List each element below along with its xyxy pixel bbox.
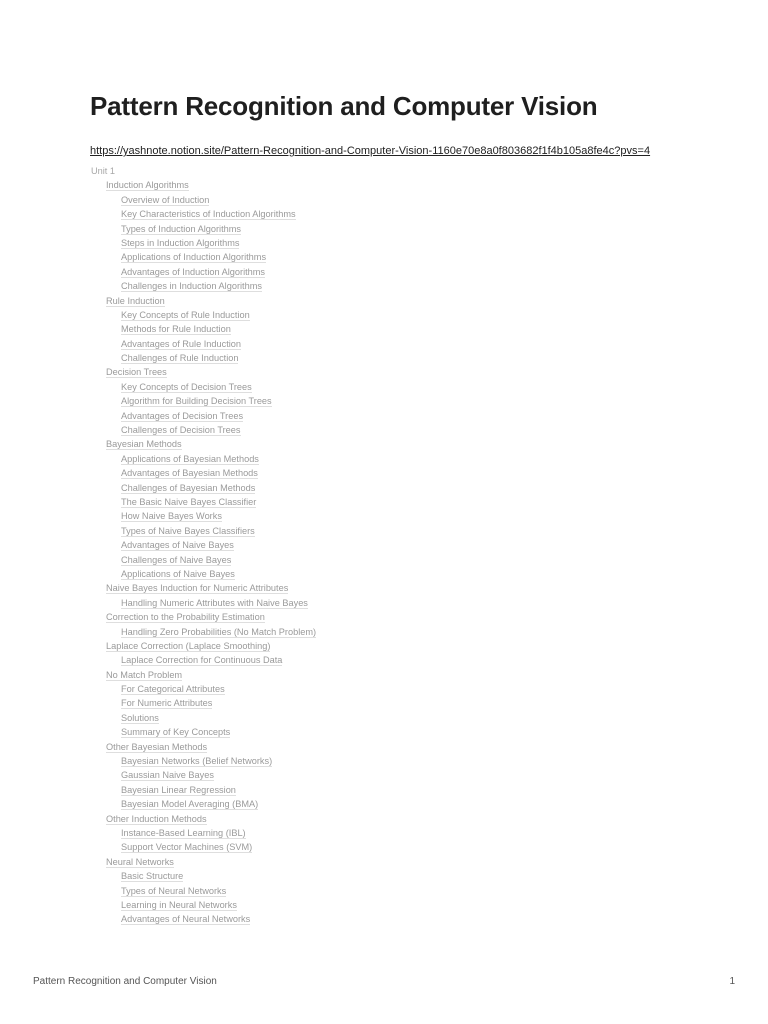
- toc-entry[interactable]: [91, 409, 691, 423]
- toc-entry[interactable]: [91, 365, 691, 379]
- toc-entry-label: Types of Neural Networks: [121, 885, 227, 896]
- toc-entry[interactable]: [91, 178, 691, 192]
- toc-entry[interactable]: [91, 553, 691, 567]
- toc-entry[interactable]: [91, 625, 691, 639]
- toc-entry-label: Advantages of Induction Algorithms: [121, 266, 266, 277]
- toc-entry-label: Advantages of Bayesian Methods: [121, 468, 258, 479]
- toc-entry-label: Bayesian Methods: [106, 439, 182, 450]
- toc-entry[interactable]: [91, 711, 691, 725]
- toc-entry[interactable]: [91, 481, 691, 495]
- toc-entry-label: Other Bayesian Methods: [106, 741, 208, 752]
- toc-entry[interactable]: [91, 869, 691, 883]
- toc-entry[interactable]: [91, 596, 691, 610]
- toc-entry-label: Methods for Rule Induction: [121, 324, 231, 335]
- toc-entry-label: Naive Bayes Induction for Numeric Attributes: [106, 583, 289, 594]
- toc-entry[interactable]: [91, 294, 691, 308]
- toc-entry-label: Advantages of Decision Trees: [121, 410, 244, 421]
- toc-entry-label: Instance-Based Learning (IBL): [121, 827, 246, 838]
- toc-entry[interactable]: [91, 322, 691, 336]
- toc-entry[interactable]: [91, 222, 691, 236]
- toc-entry-label: Challenges of Rule Induction: [121, 353, 239, 364]
- toc-entry-label: Learning in Neural Networks: [121, 899, 237, 910]
- toc-entry[interactable]: [91, 668, 691, 682]
- toc-entry-label: Advantages of Neural Networks: [121, 914, 251, 925]
- toc-entry-label: Types of Induction Algorithms: [121, 223, 242, 234]
- toc-entry-label: Algorithm for Building Decision Trees: [121, 396, 272, 407]
- toc-entry-label: Laplace Correction for Continuous Data: [121, 655, 283, 666]
- toc-entry-label: Challenges of Bayesian Methods: [121, 482, 256, 493]
- toc-entry[interactable]: [91, 840, 691, 854]
- toc-entry-label: Summary of Key Concepts: [121, 727, 231, 738]
- toc-entry-label: Applications of Naive Bayes: [121, 568, 235, 579]
- source-link[interactable]: https://yashnote.notion.site/Pattern-Recognition-and-Computer-Vision-1160e70e8a0f803682f1f4b105a8fe4c?pvs=4: [90, 145, 651, 157]
- toc-entry[interactable]: [91, 207, 691, 221]
- toc-entry-label: Advantages of Naive Bayes: [121, 540, 234, 551]
- toc-entry[interactable]: [91, 581, 691, 595]
- toc-entry[interactable]: [91, 423, 691, 437]
- toc-entry[interactable]: [91, 610, 691, 624]
- toc-entry-label: For Categorical Attributes: [121, 684, 225, 695]
- toc-entry-label: Bayesian Networks (Belief Networks): [121, 756, 273, 767]
- toc-entry[interactable]: [91, 193, 691, 207]
- page-number: 1: [729, 976, 735, 987]
- toc-entry-label: Laplace Correction (Laplace Smoothing): [106, 640, 271, 651]
- toc-entry-label: Solutions: [121, 712, 159, 723]
- toc-entry-label: How Naive Bayes Works: [121, 511, 222, 522]
- toc-entry[interactable]: [91, 308, 691, 322]
- toc-entry[interactable]: [91, 912, 691, 926]
- toc-entry[interactable]: [91, 394, 691, 408]
- page-title: Pattern Recognition and Computer Vision: [90, 91, 598, 121]
- toc-entry[interactable]: [91, 696, 691, 710]
- toc-entry-label: Applications of Bayesian Methods: [121, 453, 259, 464]
- toc-entry[interactable]: [91, 452, 691, 466]
- table-of-contents: [91, 164, 691, 927]
- toc-entry-label: For Numeric Attributes: [121, 698, 213, 709]
- toc-entry-label: Overview of Induction: [121, 194, 210, 205]
- toc-entry[interactable]: [91, 567, 691, 581]
- toc-entry-label: Key Characteristics of Induction Algorithms: [121, 209, 296, 220]
- toc-entry-label: Challenges in Induction Algorithms: [121, 281, 262, 292]
- toc-entry-label: Key Concepts of Decision Trees: [121, 381, 252, 392]
- toc-entry[interactable]: [91, 351, 691, 365]
- toc-entry[interactable]: [91, 855, 691, 869]
- toc-entry[interactable]: [91, 265, 691, 279]
- toc-entry[interactable]: [91, 725, 691, 739]
- toc-entry-label: Types of Naive Bayes Classifiers: [121, 525, 255, 536]
- footer-title: Pattern Recognition and Computer Vision: [33, 976, 217, 987]
- toc-entry[interactable]: [91, 337, 691, 351]
- toc-entry-label: The Basic Naive Bayes Classifier: [121, 496, 257, 507]
- toc-entry[interactable]: [91, 797, 691, 811]
- toc-entry[interactable]: [91, 495, 691, 509]
- toc-entry-label: Gaussian Naive Bayes: [121, 770, 214, 781]
- toc-entry[interactable]: [91, 754, 691, 768]
- toc-entry[interactable]: [91, 380, 691, 394]
- toc-entry-label: Basic Structure: [121, 871, 184, 882]
- toc-entry-label: Handling Numeric Attributes with Naive Bayes: [121, 597, 308, 608]
- toc-section-heading: [91, 164, 691, 178]
- toc-entry-label: Induction Algorithms: [106, 180, 189, 191]
- toc-entry-label: Advantages of Rule Induction: [121, 338, 242, 349]
- toc-entry-label: Handling Zero Probabilities (No Match Problem): [121, 626, 317, 637]
- toc-entry[interactable]: [91, 437, 691, 451]
- toc-entry[interactable]: [91, 884, 691, 898]
- toc-entry-label: Challenges of Naive Bayes: [121, 554, 232, 565]
- toc-entry[interactable]: [91, 538, 691, 552]
- toc-entry[interactable]: [91, 826, 691, 840]
- toc-entry-label: Applications of Induction Algorithms: [121, 252, 267, 263]
- toc-entry-label: Unit 1: [91, 166, 116, 176]
- toc-entry[interactable]: [91, 236, 691, 250]
- toc-entry-label: Key Concepts of Rule Induction: [121, 309, 250, 320]
- toc-entry[interactable]: [91, 783, 691, 797]
- toc-entry-label: Bayesian Linear Regression: [121, 784, 236, 795]
- toc-entry-label: No Match Problem: [106, 669, 183, 680]
- toc-entry[interactable]: [91, 768, 691, 782]
- toc-entry[interactable]: [91, 639, 691, 653]
- toc-entry-label: Other Induction Methods: [106, 813, 207, 824]
- toc-entry[interactable]: [91, 279, 691, 293]
- toc-entry[interactable]: [91, 682, 691, 696]
- toc-entry[interactable]: [91, 653, 691, 667]
- toc-entry[interactable]: [91, 466, 691, 480]
- toc-entry[interactable]: [91, 898, 691, 912]
- toc-entry-label: Challenges of Decision Trees: [121, 425, 241, 436]
- toc-entry-label: Bayesian Model Averaging (BMA): [121, 799, 259, 810]
- toc-entry[interactable]: [91, 509, 691, 523]
- toc-entry[interactable]: [91, 524, 691, 538]
- toc-entry-label: Steps in Induction Algorithms: [121, 237, 240, 248]
- toc-entry-label: Support Vector Machines (SVM): [121, 842, 253, 853]
- toc-entry[interactable]: [91, 740, 691, 754]
- toc-entry-label: Neural Networks: [106, 856, 174, 867]
- toc-entry-label: Correction to the Probability Estimation: [106, 612, 265, 623]
- toc-entry[interactable]: [91, 812, 691, 826]
- toc-entry[interactable]: [91, 250, 691, 264]
- toc-entry-label: Decision Trees: [106, 367, 167, 378]
- toc-entry-label: Rule Induction: [106, 295, 165, 306]
